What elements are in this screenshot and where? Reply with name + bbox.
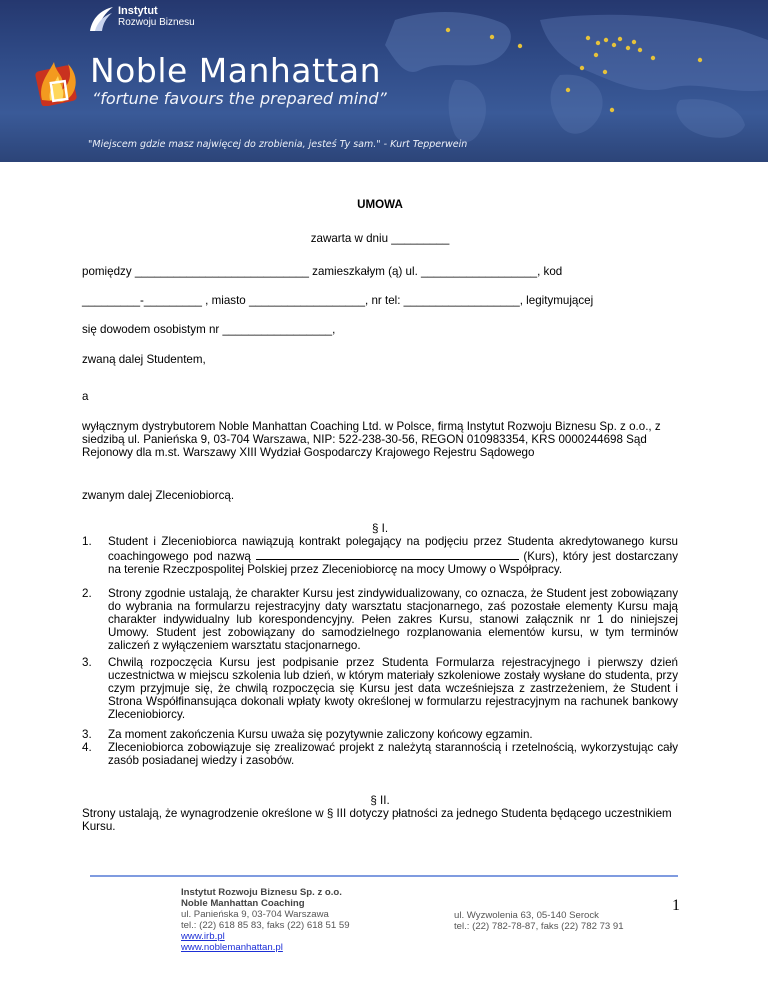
section-1-heading: § I. — [371, 522, 389, 535]
list-item: Chwilą rozpoczęcia Kursu jest podpisanie przez Studenta Formularza rejestracyjnego i pierwszy dzień uczestnictwa w miejscu szkolenia lub dzień, w którym materiały szkoleniowe zostały wysłane do studenta, przy czym przyjmuje się, że chwilą rozpoczęcia się Kursu jest data wcześniejsza z zastrzeżeniem, że Student i Strona Współfinansująca dokonali wpłaty kwoty określonej w formularzu rejestracyjnym na rachunek bankowy Zleceniobiorcy. — [108, 656, 678, 721]
list-item-text-continued: (Kurs), który jest dostarczany na terenie Rzeczpospolitej Polskiej przez Zleceniobiorcę na mocy Umowy o Współpracy. — [108, 550, 678, 576]
and-line: a — [82, 390, 89, 403]
id-card-line: się dowodem osobistym nr _________________, — [82, 323, 336, 336]
irb-logo-icon — [86, 5, 116, 33]
footer-phone: tel.: (22) 618 85 83, faks (22) 618 51 59 — [181, 920, 350, 931]
institute-name — [118, 5, 195, 29]
list-item-number: 4. — [82, 741, 92, 754]
footer-link-noblemanhattan[interactable]: www.noblemanhattan.pl — [181, 942, 283, 953]
institute-line1: Instytut — [118, 5, 158, 17]
brand-name: Noble Manhattan — [90, 51, 382, 90]
document-title: UMOWA — [357, 198, 403, 211]
institute-line2: Rozwoju Biznesu — [118, 17, 195, 28]
list-item-number: 3. — [82, 656, 92, 669]
footer-link-irb[interactable]: www.irb.pl — [181, 931, 225, 942]
list-item-number: 2. — [82, 587, 92, 600]
footer-address-2: ul. Wyzwolenia 63, 05-140 Serock — [454, 910, 599, 921]
list-item-number: 1. — [82, 535, 92, 548]
distributor-paragraph: wyłącznym dystrybutorem Noble Manhattan Coaching Ltd. w Polsce, firmą Instytut Rozwoju Biznesu Sp. z o.o., z siedzibą ul. Panieńska 9, 03-704 Warszawa, NIP: 522-238-30-56, REGON 010983354, KRS 0000244698 Sąd Rejonowy dla m.st. Warszawy XIII Wydział Gospodarczy Krajowego Rejestru Sądowego — [82, 420, 661, 459]
list-item: Strony zgodnie ustalają, że charakter Kursu jest zindywidualizowany, co oznacza, że Student jest zobowiązany do wybrania na formularzu rejestracyjny daty warsztatu stacjonarnego, zaś pozostałe elementy Kursu mają charakter indywidualny lub korespondencyjny. Pełen zakres Kursu, stanowi załącznik nr 1 do niniejszej Umowy. Student jest zobowiązany do samodzielnego rozplanowania elementów kursu, w tym terminów zaliczeń z wyłączeniem warsztatu stacjonarnego. — [108, 587, 678, 652]
list-item: Zleceniobiorca zobowiązuje się zrealizować projekt z należytą starannością i rzetelnością, wykorzystując cały zasób posiadanej wiedzy i zasobów. — [108, 741, 678, 767]
footer-brand-name: Noble Manhattan Coaching — [181, 898, 305, 909]
section-2-heading: § II. — [370, 794, 390, 807]
list-item-number: 3. — [82, 728, 92, 741]
called-contractor-line: zwanym dalej Zleceniobiorcą. — [82, 489, 235, 502]
list-item-text: Student i Zleceniobiorca nawiązują kontrakt polegający na podjęciu przez Studenta akredytowanego kursu coachingowego pod nazwą — [108, 535, 678, 563]
list-item: Za moment zakończenia Kursu uważa się pozytywnie zaliczony końcowy egzamin. — [108, 728, 533, 741]
course-name-blank — [256, 548, 519, 560]
footer-company-info — [181, 887, 350, 953]
footer-company-name: Instytut Rozwoju Biznesu Sp. z o.o. — [181, 887, 342, 898]
between-line: pomiędzy ___________________________ zamieszkałym (ą) ul. __________________, kod — [82, 265, 563, 278]
footer-phone-2: tel.: (22) 782-78-87, faks (22) 782 73 91 — [454, 921, 624, 932]
page-number: 1 — [672, 897, 680, 914]
banner-quote: "Miejscem gdzie masz najwięcej do zrobienia, jesteś Ty sam." - Kurt Tepperwein — [88, 139, 468, 150]
called-student-line: zwaną dalej Studentem, — [82, 353, 206, 366]
list-item — [108, 535, 678, 576]
footer-divider — [90, 875, 678, 877]
footer-second-address — [454, 910, 624, 932]
postal-line: _________-_________ , miasto __________________, nr tel: __________________, legitymującej — [82, 294, 594, 307]
concluded-date-line: zawarta w dniu _________ — [310, 232, 450, 245]
section-2-paragraph: Strony ustalają, że wynagrodzenie określone w § III dotyczy płatności za jednego Studenta będącego uczestnikiem Kursu. — [82, 807, 672, 833]
brand-slogan: “fortune favours the prepared mind” — [92, 89, 387, 108]
footer-address: ul. Panieńska 9, 03-704 Warszawa — [181, 909, 329, 920]
header-banner — [0, 0, 768, 162]
flame-logo-icon — [32, 54, 82, 106]
